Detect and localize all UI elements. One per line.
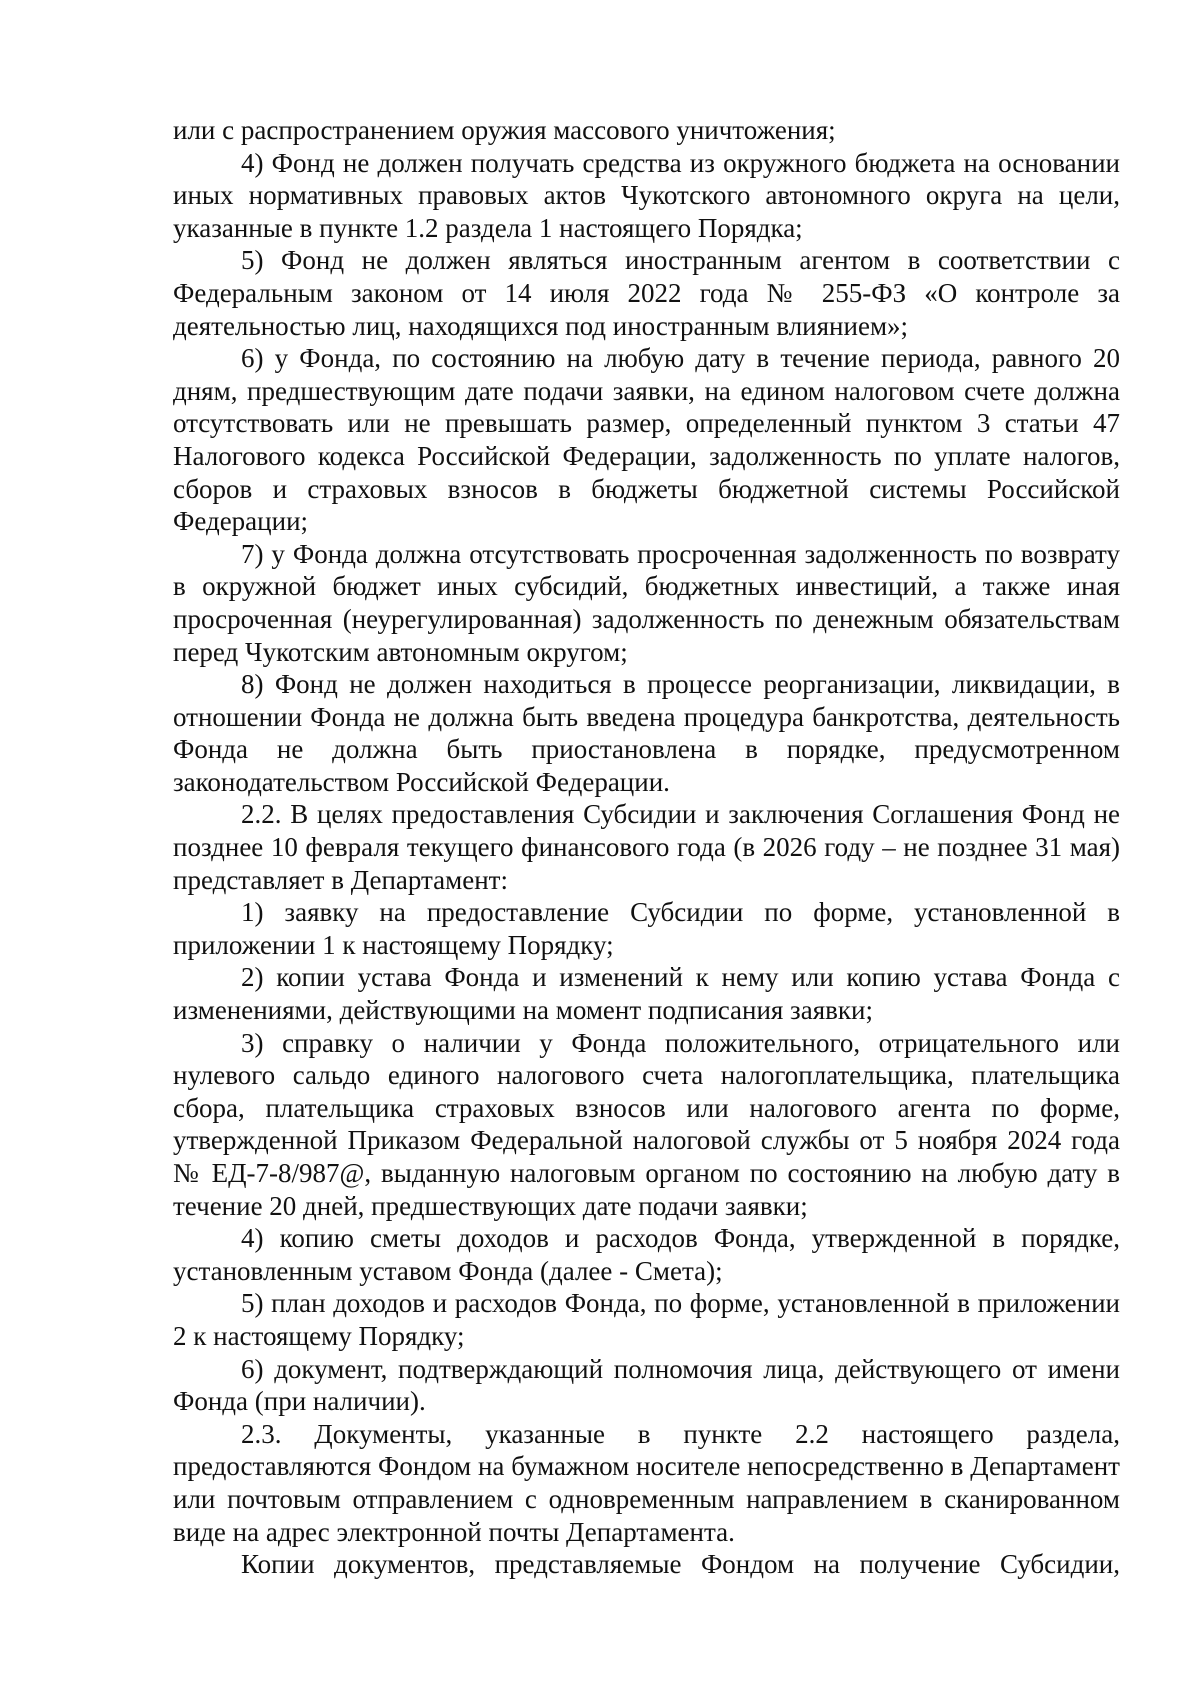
paragraph-2: 4) Фонд не должен получать средства из окружного бюджета на основании иных нормативных правовых актов Чукотского автономного округа на цели, указанные в пункте 1.2 раздела 1 настоящего Порядка; xyxy=(173,147,1120,243)
paragraph-14: 2.3. Документы, указанные в пункте 2.2 настоящего раздела, предоставляются Фондом на бумажном носителе непосредственно в Департамент или почтовым отправлением с одновременным направлением в сканированном виде на адрес электронной почты Департамента. xyxy=(173,1418,1120,1547)
paragraph-6: 8) Фонд не должен находиться в процессе реорганизации, ликвидации, в отношении Фонда не должна быть введена процедура банкротства, деятельность Фонда не должна быть приостановлена в порядке, предусмотренном законодательством Российской Федерации. xyxy=(173,669,1120,797)
paragraph-10: 3) справку о наличии у Фонда положительного, отрицательного или нулевого сальдо единого налогового счета налогоплательщика, плательщика сбора, плательщика страховых взносов или налогового агента по форме, утвержденной Приказом Федеральной налоговой службы от 5 ноября 2024 года № ЕД-7-8/987@, выданную налоговым органом по состоянию на любую дату в течение 20 дней, предшествующих дате подачи заявки; xyxy=(173,1027,1120,1221)
paragraph-12: 5) план доходов и расходов Фонда, по форме, установленной в приложении 2 к настоящему Порядку; xyxy=(173,1288,1120,1351)
paragraph-13: 6) документ, подтверждающий полномочия лица, действующего от имени Фонда (при наличии). xyxy=(173,1353,1120,1417)
paragraph-9: 2) копии устава Фонда и изменений к нему или копию устава Фонда с изменениями, действующими на момент подписания заявки; xyxy=(173,962,1120,1026)
paragraph-15: Копии документов, представляемые Фондом на получение Субсидии, xyxy=(241,1549,1120,1580)
paragraph-3: 5) Фонд не должен являться иностранным агентом в соответствии с Федеральным законом от 14 июля 2022 года № 255-ФЗ «О контроле за деятельностью лиц, находящихся под иностранным влиянием»; xyxy=(173,245,1120,341)
paragraph-4: 6) у Фонда, по состоянию на любую дату в течение периода, равного 20 дням, предшествующим дате подачи заявки, на едином налоговом счете должна отсутствовать или не превышать размер, определенный пунктом 3 статьи 47 Налогового кодекса Российской Федерации, задолженность по уплате налогов, сборов и страховых взносов в бюджеты бюджетной системы Российской Федерации; xyxy=(173,343,1120,537)
paragraph-8: 1) заявку на предоставление Субсидии по форме, установленной в приложении 1 к настоящему Порядку; xyxy=(173,897,1120,960)
paragraph-7: 2.2. В целях предоставления Субсидии и заключения Соглашения Фонд не позднее 10 февраля текущего финансового года (в 2026 году – не позднее 31 мая) представляет в Департамент: xyxy=(173,799,1120,895)
paragraph-11: 4) копию сметы доходов и расходов Фонда, утвержденной в порядке, установленным уставом Фонда (далее - Смета); xyxy=(173,1223,1120,1286)
paragraph-5: 7) у Фонда должна отсутствовать просроченная задолженность по возврату в окружной бюджет иных субсидий, бюджетных инвестиций, а также иная просроченная (неурегулированная) задолженность по денежным обязательствам перед Чукотским автономным округом; xyxy=(173,538,1120,667)
paragraph-1: или с распространением оружия массового уничтожения; xyxy=(173,115,836,145)
document-body xyxy=(173,114,1120,1581)
